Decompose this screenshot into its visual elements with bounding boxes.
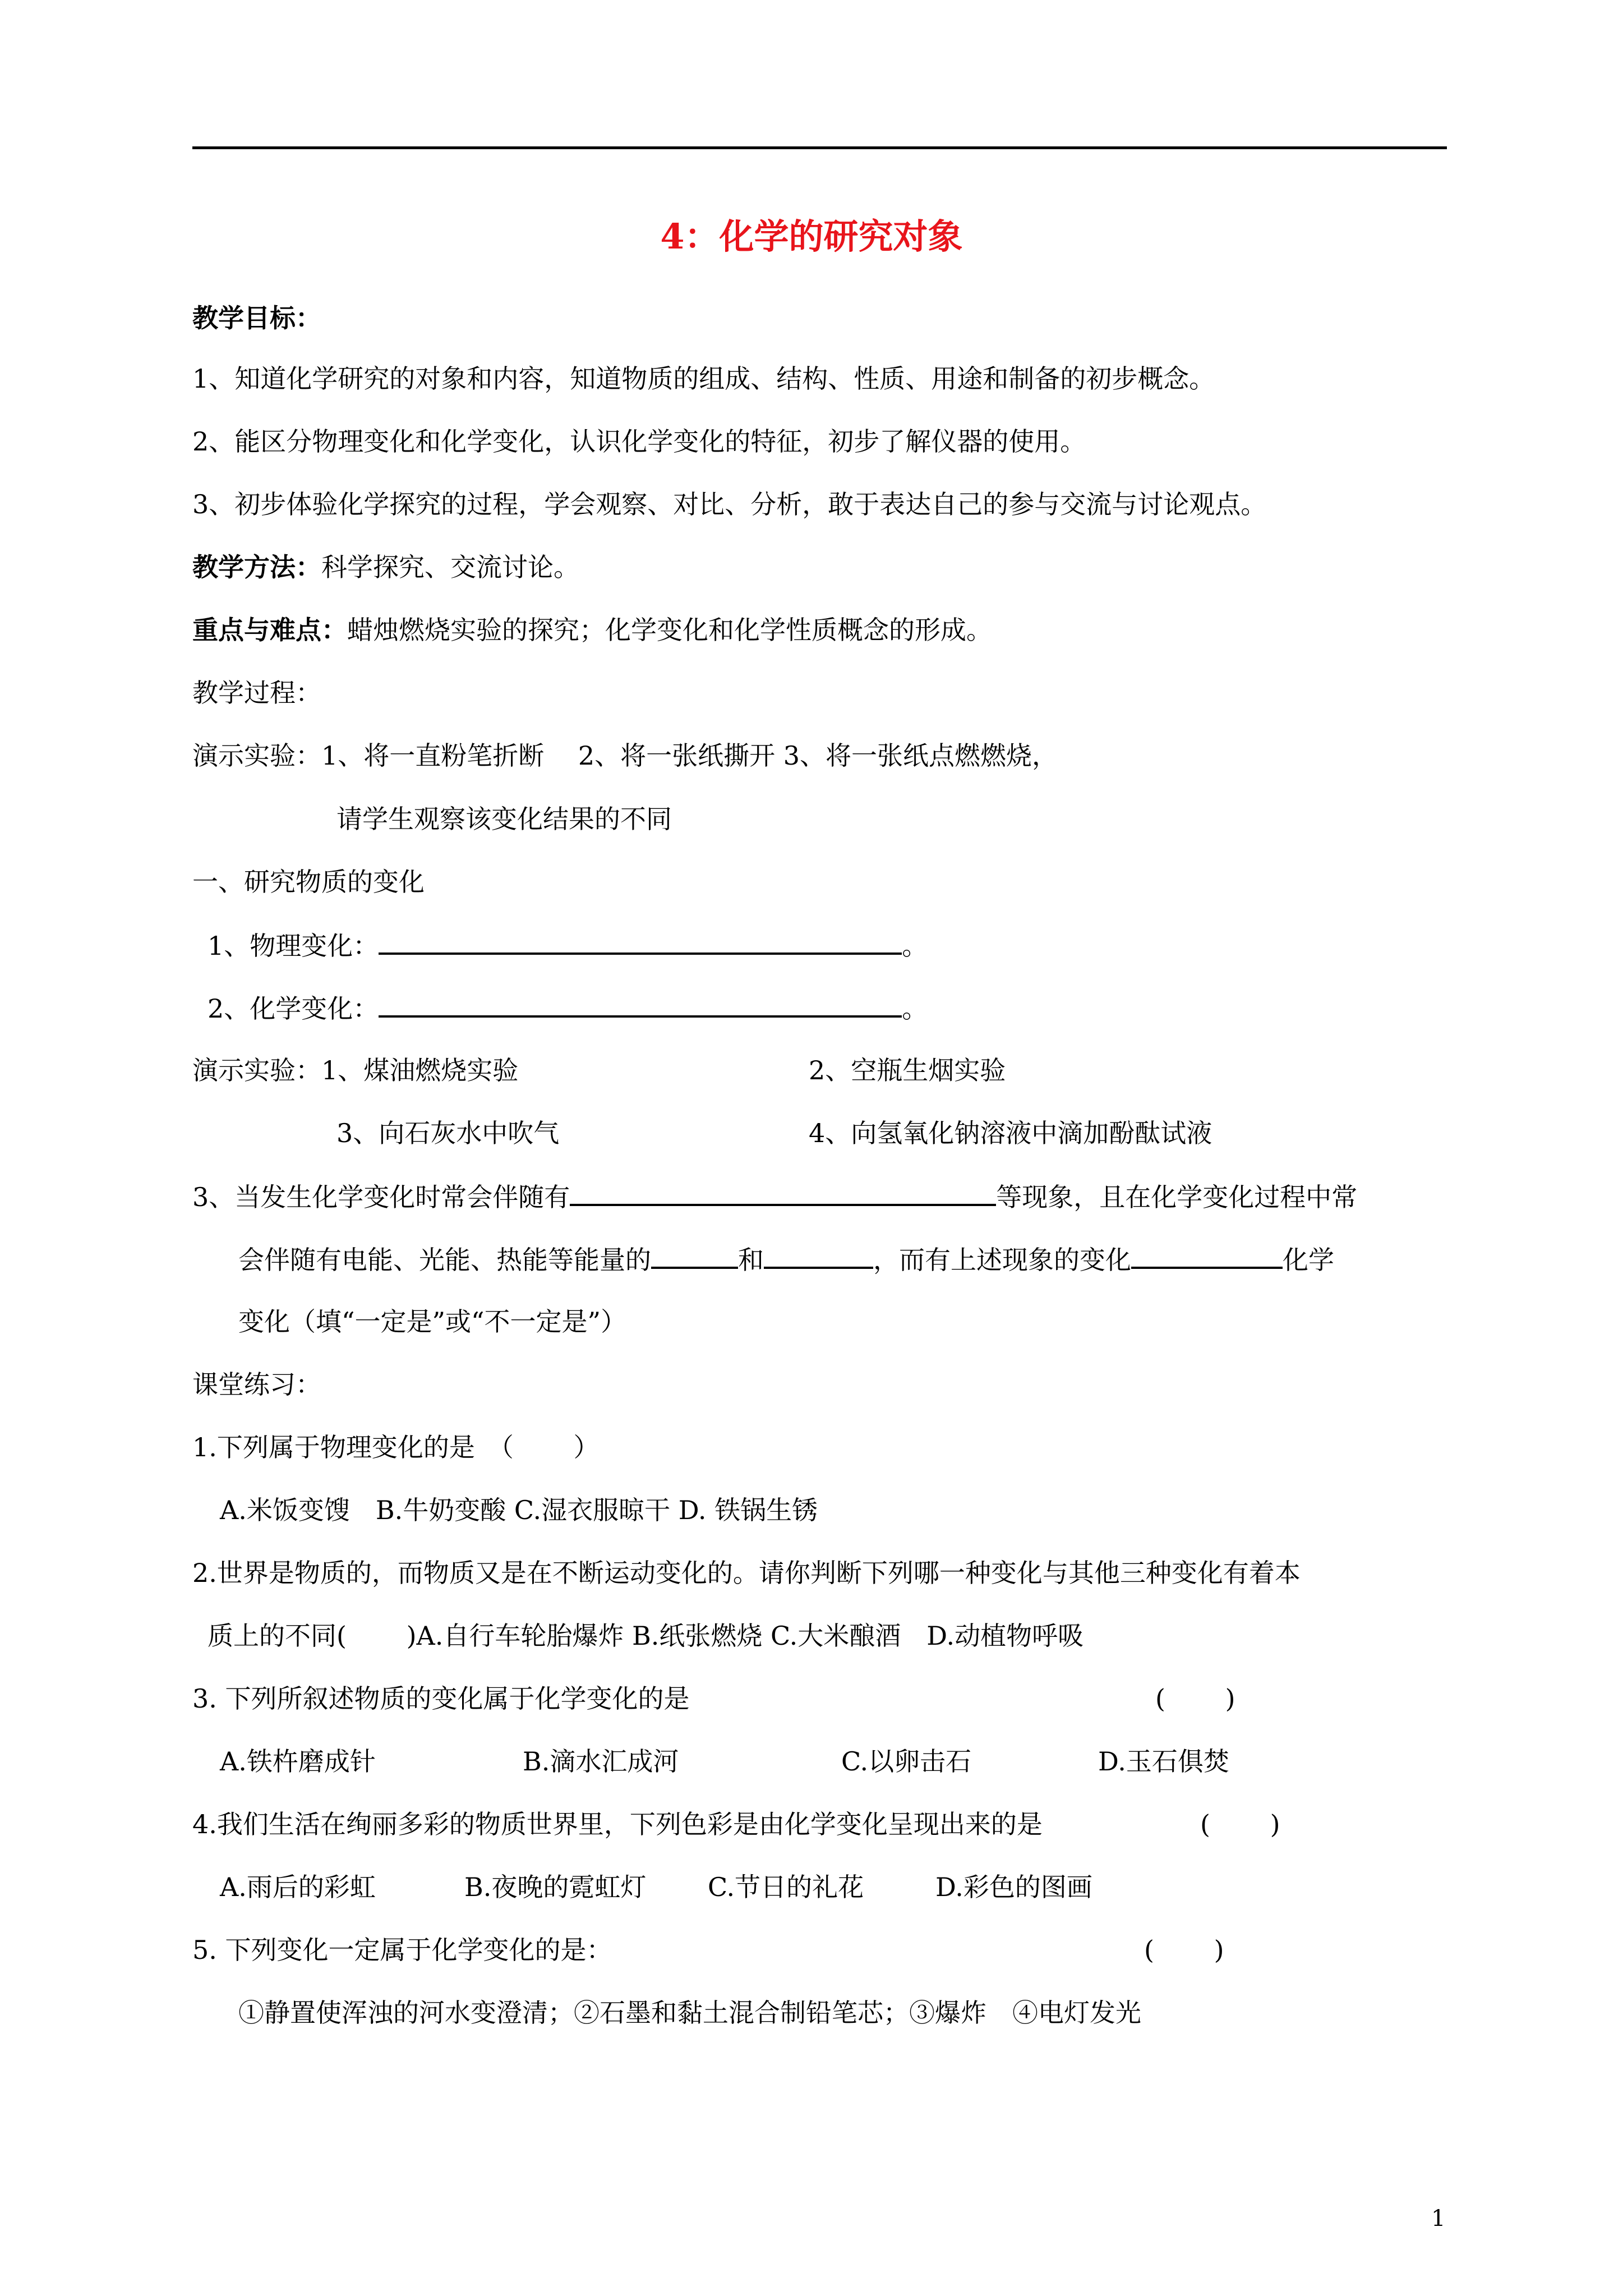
q3-line-3: 变化（填“一定是”或“不一定是”） [238, 1306, 627, 1337]
q3-option-c: C.以卵击石 [841, 1746, 972, 1777]
demo-2-item-3: 3、向石灰水中吹气 [336, 1118, 560, 1148]
demo-2-item-4: 4、向氢氧化钠溶液中滴加酚酞试液 [809, 1118, 1212, 1148]
section-1-heading: 一、研究物质的变化 [192, 867, 425, 897]
practice-q4: 4.我们生活在绚丽多彩的物质世界里，下列色彩是由化学变化呈现出来的是 [192, 1809, 1043, 1839]
q4-option-c: C.节日的礼花 [708, 1872, 864, 1902]
q4-option-b: B.夜晚的霓虹灯 [464, 1872, 647, 1902]
key-points [192, 613, 992, 647]
practice-q5-paren: ( ) [1144, 1935, 1224, 1965]
method-label: 教学方法： [192, 552, 321, 582]
q4-option-d: D.彩色的图画 [935, 1872, 1092, 1902]
teaching-method [192, 550, 579, 584]
q4-option-a: A.雨后的彩虹 [220, 1872, 376, 1902]
page-title: 4：化学的研究对象 [660, 216, 963, 257]
practice-q2-line-1: 2.世界是物质的，而物质又是在不断运动变化的。请你判断下列哪一种变化与其他三种变化有着本 [192, 1558, 1301, 1588]
key-label: 重点与难点： [192, 615, 347, 645]
key-text: 蜡烛燃烧实验的探究；化学变化和化学性质概念的形成。 [347, 615, 992, 645]
practice-q4-paren: ( ) [1200, 1809, 1280, 1839]
objectives-heading: 教学目标： [192, 303, 321, 333]
physical-change-line [208, 928, 928, 963]
physical-blank [379, 928, 902, 955]
practice-q1: 1.下列属于物理变化的是 （ ） [192, 1432, 600, 1462]
q3-line-2 [238, 1242, 1334, 1277]
q3-option-d: D.玉石俱焚 [1098, 1746, 1229, 1777]
q3-text-d: 和 [738, 1245, 764, 1275]
header-rule [192, 146, 1447, 149]
period-1: 。 [902, 931, 928, 961]
practice-q5: 5. 下列变化一定属于化学变化的是： [192, 1935, 612, 1965]
practice-q2-line-2: 质上的不同( )A.自行车轮胎爆炸 B.纸张燃烧 C.大米酿酒 D.动植物呼吸 [208, 1621, 1084, 1651]
practice-q3-paren: ( ) [1155, 1683, 1235, 1714]
period-2: 。 [902, 993, 928, 1024]
q3-blank-3 [1131, 1242, 1283, 1269]
q3-blank-1 [651, 1242, 738, 1269]
demo-2-item-2: 2、空瓶生烟实验 [809, 1055, 1006, 1085]
objective-3: 3、初步体验化学探究的过程，学会观察、对比、分析，敢于表达自己的参与交流与讨论观点。 [192, 489, 1267, 519]
demo-1: 演示实验：1、将一直粉笔折断 2、将一张纸撕开 3、将一张纸点燃燃烧， [192, 740, 1058, 771]
chemical-label: 2、化学变化： [208, 993, 379, 1024]
q3-text-a: 3、当发生化学变化时常会伴随有 [192, 1182, 570, 1212]
demo-2-item-1: 演示实验：1、煤油燃烧实验 [192, 1055, 519, 1085]
practice-q1-options: A.米饭变馊 B.牛奶变酸 C.湿衣服晾干 D. 铁锅生锈 [220, 1495, 818, 1525]
practice-q3: 3. 下列所叙述物质的变化属于化学变化的是 [192, 1683, 690, 1714]
q3-blank-2 [764, 1242, 873, 1269]
q3-line-1 [192, 1179, 1357, 1214]
objective-2: 2、能区分物理变化和化学变化，认识化学变化的特征，初步了解仪器的使用。 [192, 426, 1086, 457]
q3-blank-phenomena [570, 1179, 996, 1206]
chemical-blank [379, 991, 902, 1018]
practice-q5-items: ①静置使浑浊的河水变澄清；②石墨和黏土混合制铅笔芯；③爆炸 ④电灯发光 [238, 1998, 1141, 2028]
page-number: 1 [1431, 2206, 1446, 2231]
practice-heading: 课堂练习： [192, 1369, 321, 1400]
q3-option-b: B.滴水汇成河 [523, 1746, 679, 1777]
process-heading: 教学过程： [192, 678, 321, 708]
method-text: 科学探究、交流讨论。 [321, 552, 579, 582]
q3-option-a: A.铁杵磨成针 [220, 1746, 376, 1777]
objective-1: 1、知道化学研究的对象和内容，知道物质的组成、结构、性质、用途和制备的初步概念。 [192, 364, 1215, 394]
q3-text-c: 会伴随有电能、光能、热能等能量的 [238, 1245, 651, 1275]
physical-label: 1、物理变化： [208, 931, 379, 961]
q3-text-e: ，而有上述现象的变化 [873, 1245, 1131, 1275]
q3-text-b: 等现象，且在化学变化过程中常 [996, 1182, 1358, 1212]
demo-1-note: 请学生观察该变化结果的不同 [336, 804, 672, 834]
q3-text-f: 化学 [1283, 1245, 1334, 1275]
chemical-change-line [208, 991, 928, 1025]
